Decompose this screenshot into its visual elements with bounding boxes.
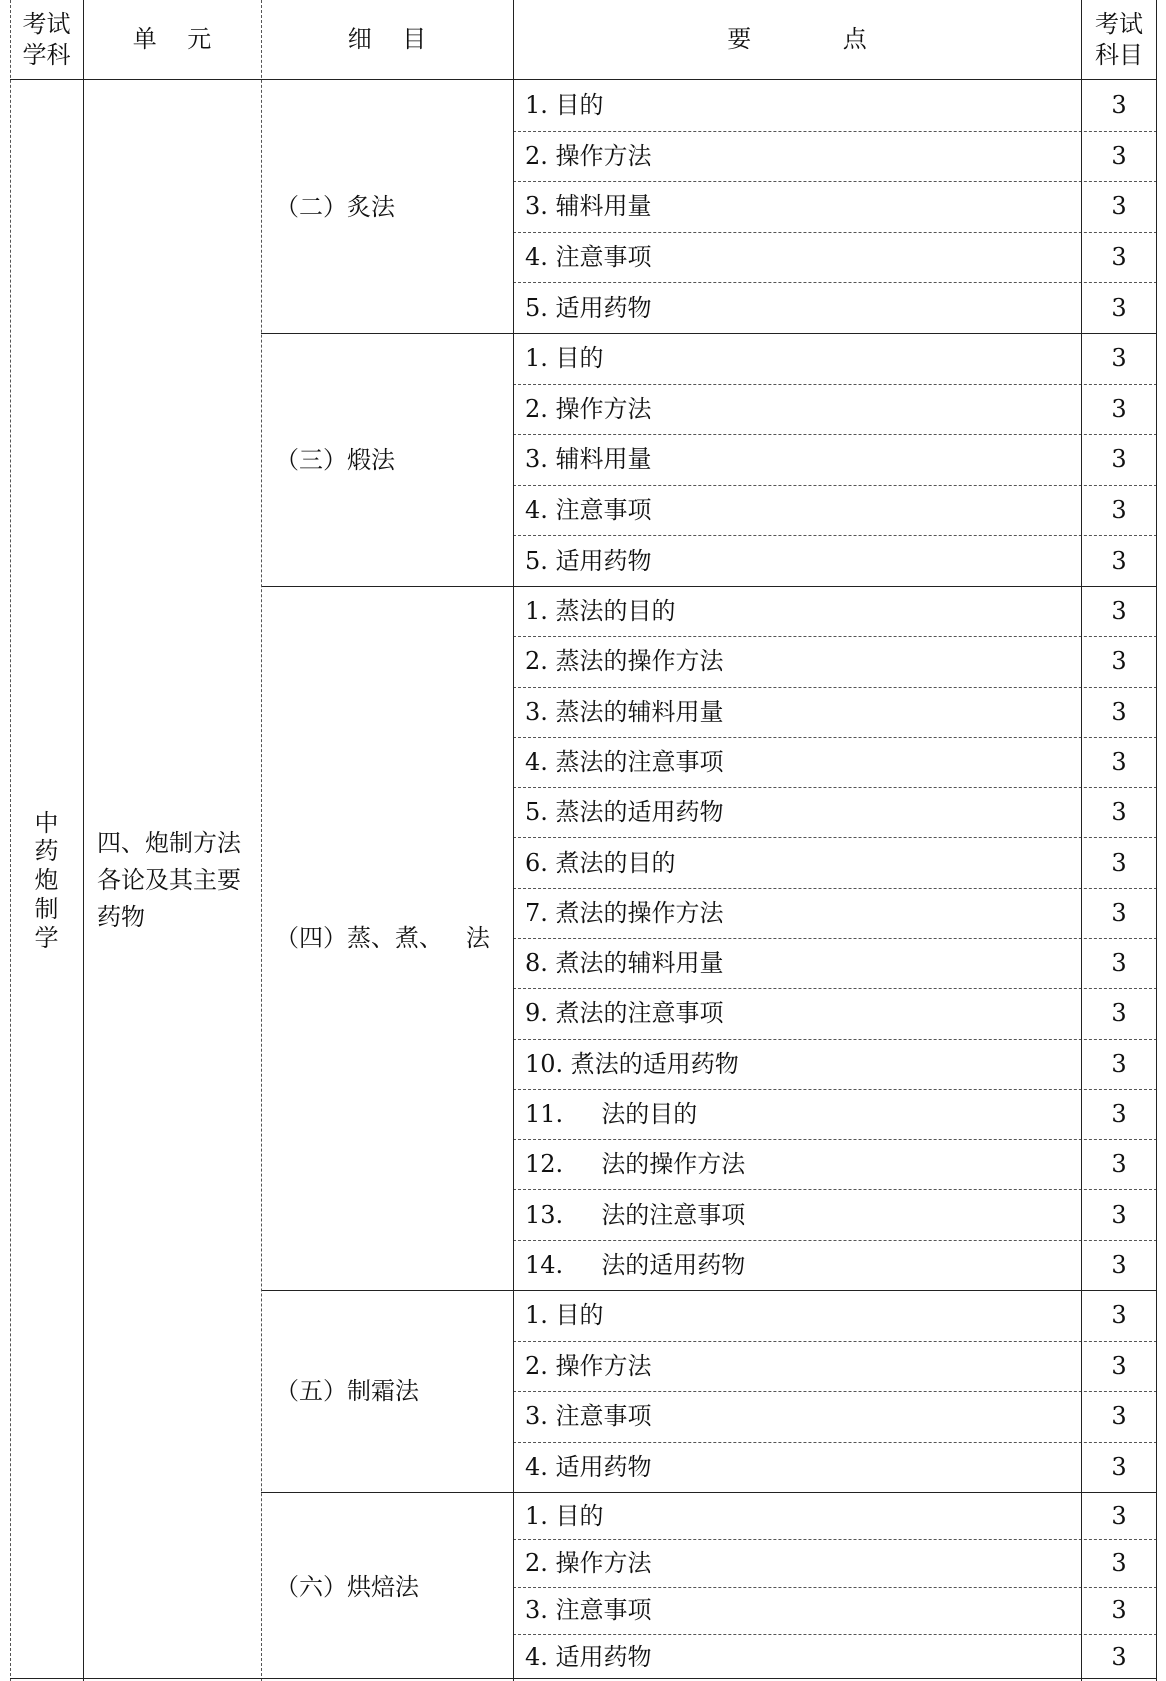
point-cell: 1. 目的 (525, 1501, 604, 1530)
group-divider (261, 1492, 1157, 1493)
score-cell: 3 (1111, 1643, 1127, 1672)
row-divider (513, 181, 1157, 182)
row-divider (513, 737, 1157, 738)
group-divider (261, 1290, 1157, 1291)
point-cell: 3. 注意事项 (525, 1596, 652, 1625)
score-cell: 3 (1111, 394, 1127, 423)
row-divider (513, 636, 1157, 637)
row-divider (513, 232, 1157, 233)
subject-char: 炮 (34, 866, 59, 895)
row-divider (513, 1442, 1157, 1443)
point-cell: 3. 辅料用量 (525, 445, 652, 474)
score-cell: 3 (1111, 445, 1127, 474)
point-cell: 4. 适用药物 (525, 1643, 652, 1672)
detail-cell: （四）蒸、煮、 法 (275, 924, 490, 952)
row-divider (513, 1189, 1157, 1190)
point-cell: 2. 操作方法 (525, 1351, 652, 1380)
point-cell: 5. 蒸法的适用药物 (525, 798, 724, 827)
row-divider (513, 282, 1157, 283)
row-divider (513, 131, 1157, 132)
header-unit (83, 0, 261, 80)
point-cell: 9. 煮法的注意事项 (525, 999, 724, 1028)
score-cell: 3 (1111, 1402, 1127, 1431)
score-cell: 3 (1111, 1548, 1127, 1577)
detail-cell: （六）烘焙法 (275, 1572, 419, 1601)
point-cell: 1. 目的 (525, 1301, 604, 1330)
col-line (1156, 0, 1157, 1681)
point-cell: 4. 注意事项 (525, 243, 652, 272)
point-cell: 11. 法的目的 (525, 1099, 698, 1128)
point-cell: 2. 操作方法 (525, 1548, 652, 1577)
row-divider (513, 938, 1157, 939)
point-cell: 7. 煮法的操作方法 (525, 898, 724, 927)
score-cell: 3 (1111, 141, 1127, 170)
row-divider (513, 1039, 1157, 1040)
row-divider (513, 1341, 1157, 1342)
row-divider (513, 837, 1157, 838)
header-detail (261, 0, 513, 80)
subject-char: 制 (34, 894, 59, 923)
score-cell: 3 (1111, 546, 1127, 575)
header-exam-subject (1081, 0, 1157, 80)
point-cell: 3. 辅料用量 (525, 192, 652, 221)
score-cell: 3 (1111, 1049, 1127, 1078)
score-cell: 3 (1111, 1596, 1127, 1625)
header-detail-label: 细 目 (347, 25, 427, 54)
row-divider (513, 1089, 1157, 1090)
row-divider (513, 485, 1157, 486)
score-cell: 3 (1111, 1250, 1127, 1279)
row-divider (513, 384, 1157, 385)
score-cell: 3 (1111, 697, 1127, 726)
score-cell: 3 (1111, 1099, 1127, 1128)
point-cell: 1. 蒸法的目的 (525, 597, 676, 626)
point-cell: 6. 煮法的目的 (525, 848, 676, 877)
col-line (83, 0, 84, 1681)
header-points-label: 要 点 (727, 25, 867, 54)
detail-cell: （五）制霜法 (275, 1377, 419, 1405)
row-divider (513, 787, 1157, 788)
score-cell: 3 (1111, 949, 1127, 978)
subject-char: 中 (34, 808, 59, 837)
detail-cell: （三）煅法 (275, 445, 395, 474)
detail-cell: （二）炙法 (275, 192, 395, 221)
group-divider (261, 333, 1157, 334)
score-cell: 3 (1111, 747, 1127, 776)
point-cell: 10. 煮法的适用药物 (525, 1049, 739, 1078)
subject-char: 学 (34, 923, 59, 952)
row-divider (513, 988, 1157, 989)
unit-cell (83, 825, 261, 945)
point-cell: 2. 操作方法 (525, 394, 652, 423)
row-divider (513, 434, 1157, 435)
col-line (10, 0, 11, 1681)
point-cell: 3. 注意事项 (525, 1402, 652, 1431)
point-cell: 12. 法的操作方法 (525, 1150, 746, 1179)
score-cell: 3 (1111, 496, 1127, 525)
point-cell: 2. 蒸法的操作方法 (525, 647, 724, 676)
point-cell: 4. 蒸法的注意事项 (525, 747, 724, 776)
point-cell: 3. 蒸法的辅料用量 (525, 697, 724, 726)
subject-cell (10, 80, 83, 1681)
group-divider (261, 586, 1157, 587)
score-cell: 3 (1111, 243, 1127, 272)
point-cell: 13. 法的注意事项 (525, 1200, 746, 1229)
header-exam-subject-label: 考试 科目 (1095, 9, 1143, 69)
header-unit-label: 单 元 (132, 25, 212, 54)
row-divider (513, 1391, 1157, 1392)
score-cell: 3 (1111, 1501, 1127, 1530)
point-cell: 5. 适用药物 (525, 293, 652, 322)
score-cell: 3 (1111, 1351, 1127, 1380)
row-divider (513, 888, 1157, 889)
row-divider (513, 535, 1157, 536)
point-cell: 5. 适用药物 (525, 546, 652, 575)
unit-line: 四、炮制方法 (97, 829, 241, 857)
subject-char: 药 (34, 837, 59, 866)
score-cell: 3 (1111, 647, 1127, 676)
point-cell: 4. 适用药物 (525, 1452, 652, 1481)
point-cell: 1. 目的 (525, 91, 604, 120)
score-cell: 3 (1111, 597, 1127, 626)
score-cell: 3 (1111, 1200, 1127, 1229)
header-subject-label: 考试 学科 (22, 9, 71, 69)
col-line (261, 0, 262, 1681)
col-line (1081, 0, 1082, 1681)
col-line (513, 0, 514, 1681)
score-cell: 3 (1111, 1150, 1127, 1179)
score-cell: 3 (1111, 999, 1127, 1028)
row-divider (513, 1587, 1157, 1588)
row-divider (513, 687, 1157, 688)
point-cell: 8. 煮法的辅料用量 (525, 949, 724, 978)
row-divider (513, 1240, 1157, 1241)
point-cell: 2. 操作方法 (525, 141, 652, 170)
header-subject (10, 0, 83, 80)
bottom-line (10, 1678, 1157, 1679)
score-cell: 3 (1111, 1301, 1127, 1330)
row-divider (513, 1539, 1157, 1540)
score-cell: 3 (1111, 91, 1127, 120)
row-divider (513, 1139, 1157, 1140)
point-cell: 14. 法的适用药物 (525, 1250, 746, 1279)
point-cell: 1. 目的 (525, 344, 604, 373)
row-divider (513, 1634, 1157, 1635)
score-cell: 3 (1111, 848, 1127, 877)
point-cell: 4. 注意事项 (525, 496, 652, 525)
unit-line: 药物 (97, 903, 145, 932)
unit-line: 各论及其主要 (97, 866, 241, 895)
score-cell: 3 (1111, 344, 1127, 373)
header-points (513, 0, 1081, 80)
header-divider (10, 79, 1157, 80)
score-cell: 3 (1111, 293, 1127, 322)
score-cell: 3 (1111, 798, 1127, 827)
score-cell: 3 (1111, 898, 1127, 927)
score-cell: 3 (1111, 1452, 1127, 1481)
score-cell: 3 (1111, 192, 1127, 221)
